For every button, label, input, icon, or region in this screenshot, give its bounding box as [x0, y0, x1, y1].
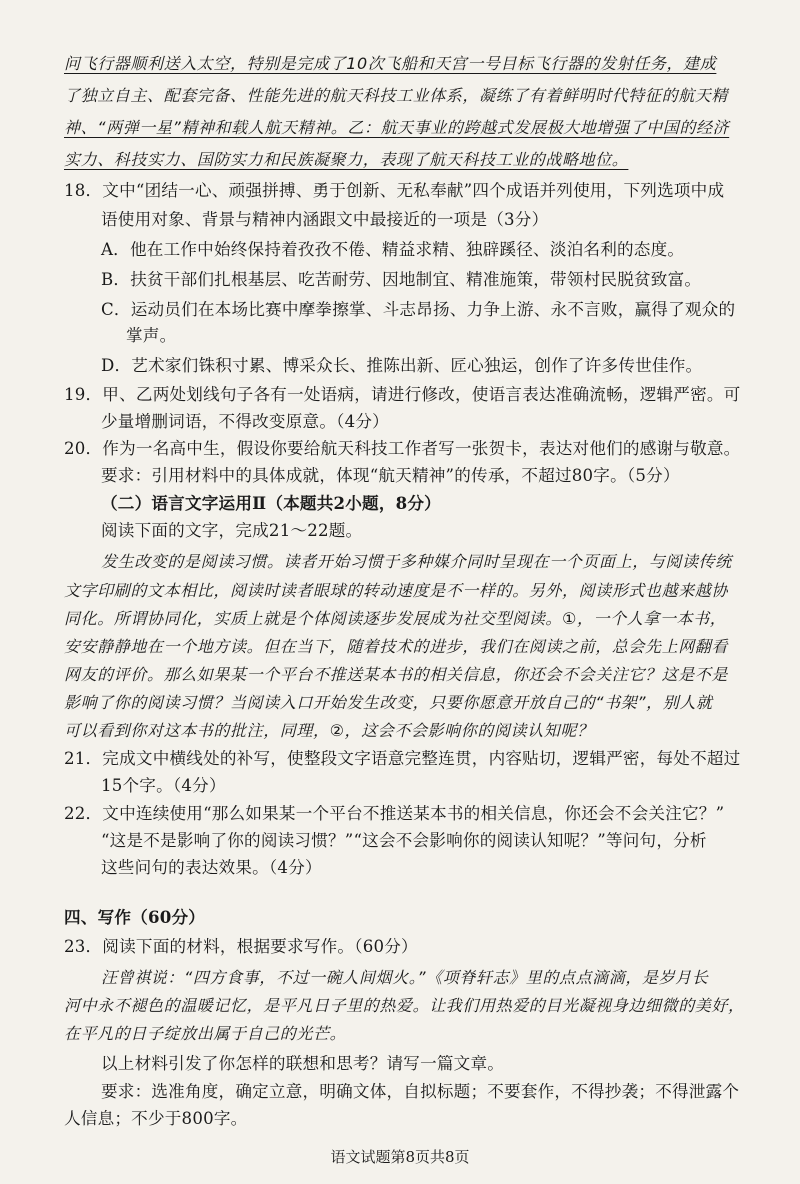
- q18-stem-line-1: 18．文中“团结一心、顽强拼搏、勇于创新、无私奉献”四个成语并列使用，下列选项中成: [64, 181, 725, 200]
- q21-line-1: 21．完成文中横线处的补写，使整段文字语意完整连贯，内容贴切，逻辑严密，每处不超过: [64, 749, 741, 768]
- passage-2-line-1: 发生改变的是阅读习惯。读者开始习惯于多种媒介同时呈现在一个页面上，与阅读传统: [101, 552, 732, 571]
- q23-stem: 23．阅读下面的材料，根据要求写作。（60分）: [64, 937, 418, 956]
- q18-option-d: D．艺术家们铢积寸累、博采众长、推陈出新、匠心独运，创作了许多传世佳作。: [101, 356, 703, 375]
- q20-line-2: 要求：引用材料中的具体成就，体现“航天精神”的传承，不超过80字。（5分）: [101, 466, 680, 485]
- q18-option-c-cont: 掌声。: [126, 326, 177, 345]
- q19-line-2: 少量增删词语，不得改变原意。（4分）: [101, 412, 389, 431]
- q18-option-a: A．他在工作中始终保持着孜孜不倦、精益求精、独辟蹊径、淡泊名利的态度。: [101, 240, 685, 259]
- material-line-1: 汪曾祺说：“四方食事，不过一碗人间烟火。”《项脊轩志》里的点点滴滴，是岁月长: [101, 968, 709, 987]
- q23-prompt: 以上材料引发了你怎样的联想和思考？请写一篇文章。: [101, 1054, 505, 1073]
- section-2-instruction: 阅读下面的文字，完成21～22题。: [101, 521, 363, 540]
- passage-2-line-4: 安安静静地在一个地方读。但在当下，随着技术的进步，我们在阅读之前，总会先上网翻看: [64, 637, 729, 656]
- q18-option-b: B．扶贫干部们扎根基层、吃苦耐劳、因地制宜、精准施策，带领村民脱贫致富。: [101, 270, 702, 289]
- q22-line-2: “这是不是影响了你的阅读习惯？”“这会不会影响你的阅读认知呢？”等问句，分析: [101, 831, 707, 850]
- passage-top-line-3: 神、“两弹一星”精神和载人航天精神。乙：航天事业的跨越式发展极大地增强了中国的经济: [64, 118, 730, 137]
- section-4-heading: 四、写作（60分）: [64, 907, 206, 927]
- q18-stem-line-2: 语使用对象、背景与精神内涵跟文中最接近的一项是（3分）: [101, 210, 549, 229]
- passage-2-line-2: 文字印刷的文本相比，阅读时读者眼球的转动速度是不一样的。另外，阅读形式也越来越协: [64, 581, 729, 600]
- q20-line-1: 20．作为一名高中生，假设你要给航天科技工作者写一张贺卡，表达对他们的感谢与敬意。: [64, 439, 741, 458]
- q23-requirements-line-1: 要求：选准角度，确定立意，明确文体，自拟标题；不要套作，不得抄袭；不得泄露个: [101, 1082, 740, 1101]
- material-line-3: 在平凡的日子绽放出属于自己的光芒。: [64, 1024, 347, 1043]
- passage-top-line-2: 了独立自主、配套完备、性能先进的航天科技工业体系，凝练了有着鲜明时代特征的航天精: [64, 86, 729, 105]
- q22-line-1: 22．文中连续使用“那么如果某一个平台不推送某本书的相关信息，你还会不会关注它？”: [64, 804, 725, 823]
- section-2-heading: （二）语言文字运用Ⅱ（本题共2小题，8分）: [101, 493, 441, 513]
- passage-2-line-3: 同化。所谓协同化，实质上就是个体阅读逐步发展成为社交型阅读。①，一个人拿一本书，: [64, 609, 727, 628]
- page-footer: 语文试题第8页共8页: [330, 1148, 470, 1166]
- passage-2-line-5: 网友的评价。那么如果某一个平台不推送某本书的相关信息，你还会不会关注它？这是不是: [64, 665, 729, 684]
- q23-requirements-line-2: 人信息；不少于800字。: [64, 1109, 248, 1128]
- material-line-2: 河中永不褪色的温暖记忆，是平凡日子里的热爱。让我们用热爱的目光凝视身边细微的美好，: [64, 996, 745, 1015]
- q22-line-3: 这些问句的表达效果。（4分）: [101, 858, 322, 877]
- passage-top-line-1: 问飞行器顺利送入太空，特别是完成了10次飞船和天宫一号目标飞行器的发射任务，建成: [64, 54, 717, 73]
- q19-line-1: 19．甲、乙两处划线句子各有一处语病，请进行修改，使语言表达准确流畅，逻辑严密。可: [64, 385, 741, 404]
- q18-option-c: C．运动员们在本场比赛中摩拳擦掌、斗志昂扬、力争上游、永不言败，赢得了观众的: [101, 300, 736, 319]
- q21-line-2: 15个字。（4分）: [101, 776, 226, 795]
- passage-top-line-4: 实力、科技实力、国防实力和民族凝聚力，表现了航天科技工业的战略地位。: [64, 150, 629, 169]
- passage-2-line-7: 可以看到你对这本书的批注，同理，②，这会不会影响你的阅读认知呢？: [64, 721, 594, 740]
- passage-2-line-6: 影响了你的阅读习惯？当阅读入口开始发生改变，只要你愿意开放自己的“书架”，别人就: [64, 693, 713, 712]
